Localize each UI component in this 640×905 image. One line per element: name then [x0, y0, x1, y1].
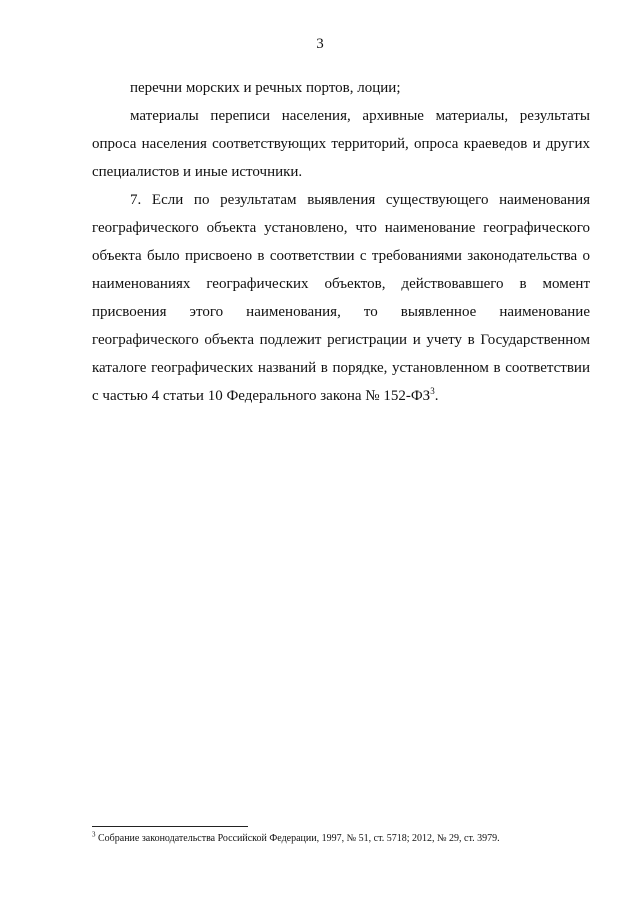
- paragraph-ports-list: перечни морских и речных портов, лоции;: [130, 80, 401, 96]
- footnote-marker: 3: [92, 830, 96, 839]
- footnote: [92, 832, 590, 846]
- paragraph-item-7-text: 7. Если по результатам выявления существующего наименования географического объекта установлено, что наименование географического объекта было присвоено в соответствии с требованиями законодательства о наименованиях географических объектов, действовавшего в момент присвоения этого наименования, то выявленное наименование географического объекта подлежит регистрации и учету в Государственном каталоге географических названий в порядке, установленном в соответствии с частью 4 статьи 10 Федерального закона № 152-ФЗ: [92, 192, 590, 404]
- paragraph-item-7-end: .: [434, 388, 439, 404]
- footnote-divider: [92, 826, 248, 827]
- footnote-text: Собрание законодательства Российской Федерации, 1997, № 51, ст. 5718; 2012, № 29, ст. 3979.: [98, 833, 500, 844]
- footnote-reference: 3: [430, 386, 435, 396]
- body-text: [92, 74, 590, 410]
- paragraph-item-7: [92, 186, 590, 410]
- page-number: 3: [316, 36, 324, 52]
- paragraph-census-materials: материалы переписи населения, архивные материалы, результаты опроса населения соответствующих территорий, опроса краеведов и других специалистов и иные источники.: [92, 108, 590, 180]
